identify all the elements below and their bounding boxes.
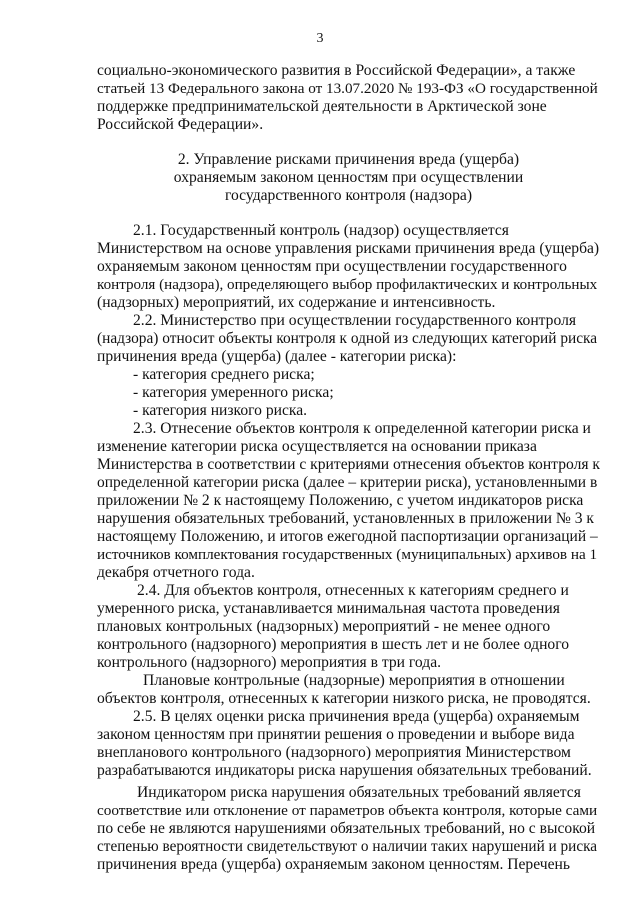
text-line: контроля (надзора), определяющего выбор профилактических и контрольных (97, 277, 598, 293)
text-line: поддержке предпринимательской деятельности в Арктической зоне (97, 98, 547, 115)
text-line: внепланового контрольного (надзорного) мероприятия Министерством (97, 744, 571, 761)
text-line: (надзорных) мероприятий, их содержание и интенсивность. (97, 294, 496, 311)
text-line: контрольного (надзорного) мероприятия в шесть лет и не более одного (97, 636, 570, 653)
text-line: законом ценностям при принятии решения о проведении и выборе вида (97, 726, 575, 743)
text-line: охраняемым законом ценностям при осуществлении государственного (97, 258, 567, 275)
text-line: Министерства в соответствии с критериями отнесения объектов контроля к (97, 456, 601, 473)
text-line: соответствие или отклонение от параметров объекта контроля, которые сами (97, 802, 598, 819)
text-line: по себе не являются нарушениями обязательных требований, но с высокой (97, 820, 596, 837)
text-line: источников комплектования государственных (муниципальных) архивов на 1 (97, 546, 598, 563)
text-line: 2.1. Государственный контроль (надзор) осуществляется (133, 222, 509, 239)
text-line: изменение категории риска осуществляется на основании приказа (97, 438, 537, 455)
text-line: причинения вреда (ущерба) охраняемым законом ценностям. Перечень (97, 856, 570, 873)
text-line: декабря отчетного года. (97, 564, 255, 581)
text-line: настоящему Положению, и итогов ежегодной паспортизации организаций – (97, 528, 598, 545)
text-line: плановых контрольных (надзорных) мероприятий - не менее одного (97, 618, 551, 635)
text-line: 2.3. Отнесение объектов контроля к определенной категории риска и (133, 420, 591, 437)
section-heading-line: охраняемым законом ценностям при осуществлении (173, 169, 524, 186)
text-line: степенью вероятности свидетельствуют о наличии таких нарушений и риска (97, 838, 598, 855)
text-line: Российской Федерации». (97, 116, 264, 133)
section-heading-line: 2. Управление рисками причинения вреда (ущерба) (177, 151, 520, 168)
text-line: 2.5. В целях оценки риска причинения вреда (ущерба) охраняемым (133, 708, 580, 725)
text-line: умеренного риска, устанавливается минимальная частота проведения (97, 600, 560, 617)
list-item: - категория среднего риска; (133, 366, 315, 383)
text-line: 2.4. Для объектов контроля, отнесенных к категориям среднего и (137, 582, 569, 599)
text-line: 2.2. Министерство при осуществлении государственного контроля (133, 312, 577, 329)
section-heading-line: государственного контроля (надзора) (224, 187, 473, 204)
text-line: разрабатываются индикаторы риска нарушения обязательных требований. (97, 762, 592, 779)
text-line: причинения вреда (ущерба) (далее - категории риска): (97, 348, 457, 365)
text-line: (надзора) относит объекты контроля к одной из следующих категорий риска (97, 330, 598, 347)
text-line: статьей 13 Федерального закона от 13.07.2020 № 193-ФЗ «О государственной (97, 80, 598, 97)
text-line: Индикатором риска нарушения обязательных требований является (137, 784, 581, 801)
list-item: - категория низкого риска. (133, 402, 308, 419)
text-line: социально-экономического развития в Российской Федерации», а также (97, 62, 576, 79)
text-line: объектов контроля, отнесенных к категории низкого риска, не проводятся. (97, 690, 591, 707)
text-line: приложении № 2 к настоящему Положению, с учетом индикаторов риска (97, 492, 584, 509)
list-item: - категория умеренного риска; (133, 384, 334, 401)
text-line: Министерством на основе управления рисками причинения вреда (ущерба) (97, 240, 600, 257)
text-line: контрольного (надзорного) мероприятия в три года. (97, 654, 442, 671)
text-line: нарушения обязательных требований, установленных в приложении № 3 к (97, 510, 594, 527)
text-line: Плановые контрольные (надзорные) мероприятия в отношении (143, 672, 565, 689)
page-number: 3 (316, 31, 324, 46)
text-line: определенной категории риска (далее – критерии риска), установленными в (97, 474, 598, 491)
